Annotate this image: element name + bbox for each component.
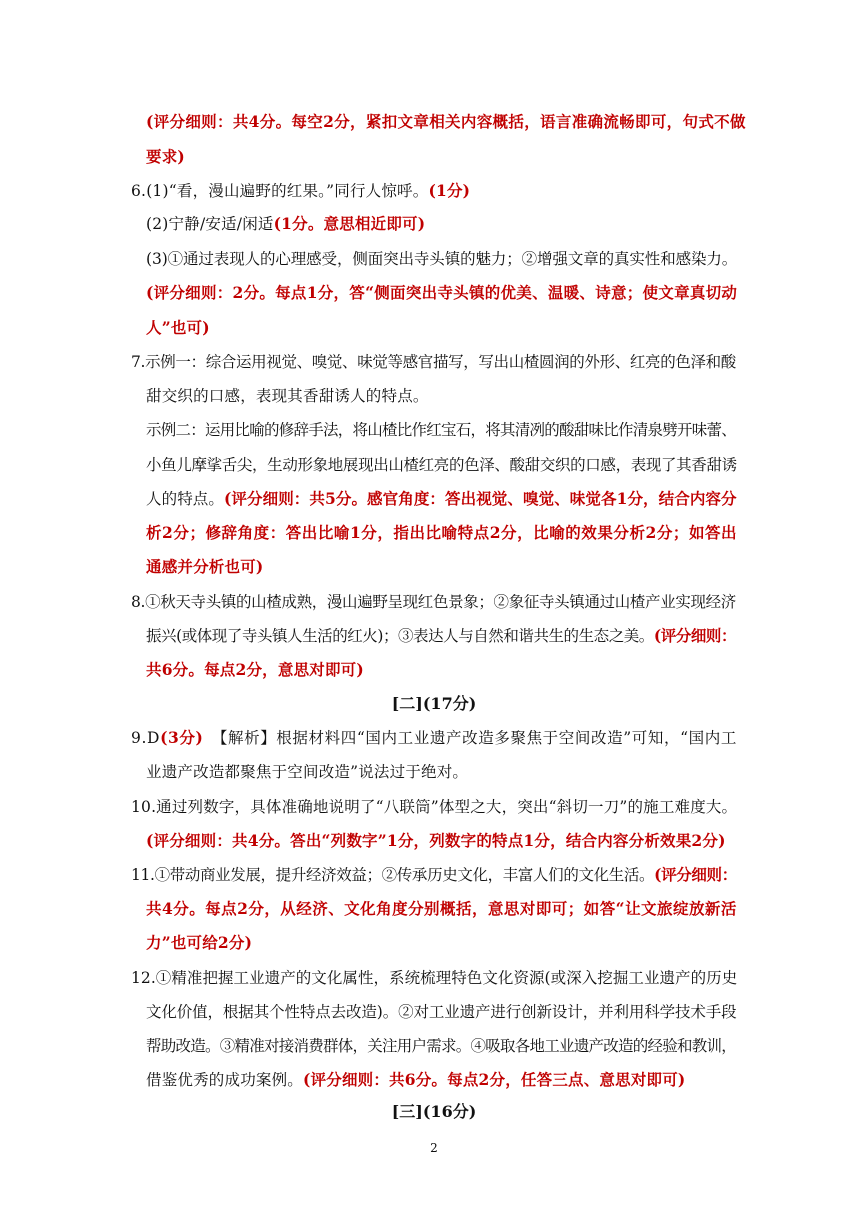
- section-heading: [二](17分): [391, 694, 477, 713]
- answer-text: 9.D: [131, 729, 161, 747]
- answer-line: [146, 933, 252, 953]
- answer-line: [131, 181, 470, 201]
- answer-text: 人的特点。: [146, 490, 224, 508]
- scoring-note: (评分细则：共5分。感官角度：答出视觉、嗅觉、味觉各1分，结合内容分: [223, 489, 737, 508]
- answer-line: [146, 420, 736, 440]
- scoring-note: (评分细则：共6分。每点2分，任答三点、意思对即可): [303, 1070, 686, 1089]
- answer-line: [131, 797, 737, 817]
- answer-line: [146, 386, 429, 406]
- answer-line: [146, 214, 425, 234]
- scoring-note: (评分细则：2分。每点1分，答“侧面突出寺头镇的优美、温暖、诗意；使文章真切动: [146, 283, 738, 302]
- answer-text: 文化价值，根据其个性特点去改造)。②对工业遗产进行创新设计，并利用科学技术手段: [146, 1003, 737, 1021]
- answer-line: [131, 592, 736, 612]
- answer-line: [131, 728, 737, 748]
- scoring-note: (评分细则：: [654, 865, 737, 884]
- answer-line: [146, 249, 737, 269]
- answer-line: [146, 489, 737, 509]
- scoring-note: (评分细则：: [653, 626, 736, 645]
- section-heading: [三](16分): [391, 1102, 477, 1121]
- scoring-note: 通感并分析也可): [146, 557, 264, 576]
- answer-line: [146, 626, 736, 646]
- answer-text: 小鱼儿摩挲舌尖，生动形象地展现出山楂红亮的色泽、酸甜交织的口感，表现了其香甜诱: [146, 456, 737, 474]
- scoring-note: (评分细则：共4分。每空2分，紧扣文章相关内容概括，语言准确流畅即可，句式不做: [146, 112, 746, 131]
- scoring-note: (1分。意思相近即可): [273, 214, 426, 233]
- page-number: 2: [430, 1141, 438, 1155]
- answer-line: [146, 660, 364, 680]
- scoring-note: (评分细则：共4分。答出“列数字”1分，列数字的特点1分，结合内容分析效果2分): [146, 831, 726, 850]
- scoring-note: 共6分。每点2分，意思对即可): [146, 660, 364, 679]
- answer-line: [131, 865, 737, 885]
- answer-text: 11.①带动商业发展，提升经济效益；②传承历史文化，丰富人们的文化生活。: [131, 866, 655, 884]
- scoring-note: 共4分。每点2分，从经济、文化角度分别概括，意思对即可；如答“让文旅绽放新活: [146, 899, 737, 918]
- answer-text: 6.(1)“看，漫山遍野的红果。”同行人惊呼。: [131, 182, 429, 200]
- answer-line: [146, 899, 737, 919]
- answer-text: (3)①通过表现人的心理感受，侧面突出寺头镇的魅力；②增强文章的真实性和感染力。: [146, 250, 738, 268]
- answer-text: 10.通过列数字，具体准确地说明了“八联筒”体型之大，突出“斜切一刀”的施工难度大。: [131, 798, 738, 816]
- answer-text: 帮助改造。③精准对接消费群体，关注用户需求。④吸取各地工业遗产改造的经验和教训，: [146, 1037, 737, 1055]
- answer-text: 8.①秋天寺头镇的山楂成熟，漫山遍野呈现红色景象；②象征寺头镇通过山楂产业实现经济: [131, 593, 736, 611]
- scoring-note: 力”也可给2分): [146, 933, 253, 952]
- answer-line: [146, 283, 737, 303]
- answer-line: [146, 147, 185, 167]
- answer-text: (2)宁静/安适/闲适: [146, 215, 274, 233]
- answer-line: [146, 762, 468, 782]
- answer-line: [146, 1002, 737, 1022]
- answer-line: [146, 455, 737, 475]
- answer-text: 甜交织的口感，表现其香甜诱人的特点。: [146, 387, 429, 405]
- scoring-note: (1分): [428, 181, 471, 200]
- answer-text: 借鉴优秀的成功案例。: [146, 1071, 304, 1089]
- answer-line: [146, 557, 263, 577]
- answer-line: [131, 352, 736, 372]
- answer-line: [146, 1036, 736, 1056]
- answer-line: [146, 523, 737, 543]
- scoring-note: 析2分；修辞角度：答出比喻1分，指出比喻特点2分，比喻的效果分析2分；如答出: [146, 523, 738, 542]
- scoring-note: 要求): [146, 147, 185, 166]
- answer-text: 7.示例一：综合运用视觉、嗅觉、味觉等感官描写，写出山楂圆润的外形、红亮的色泽和酸: [131, 353, 736, 371]
- answer-line: [146, 1070, 685, 1090]
- scoring-note: 人”也可): [146, 318, 210, 337]
- answer-line: [146, 112, 746, 132]
- answer-text: 【解析】根据材料四“国内工业遗产改造多聚焦于空间改造”可知，“国内工: [203, 729, 738, 747]
- answer-text: 振兴(或体现了寺头镇人生活的红火)；③表达人与自然和谐共生的生态之美。: [146, 627, 654, 645]
- answer-text: 12.①精准把握工业遗产的文化属性，系统梳理特色文化资源(或深入挖掘工业遗产的历史: [131, 969, 738, 987]
- answer-text: 业遗产改造都聚焦于空间改造”说法过于绝对。: [146, 763, 469, 781]
- answer-line: [146, 318, 210, 338]
- answer-line: [146, 831, 726, 851]
- answer-line: [131, 968, 737, 988]
- scoring-note: (3分): [160, 728, 204, 747]
- answer-text: 示例二：运用比喻的修辞手法，将山楂比作红宝石，将其清冽的酸甜味比作清泉劈开味蕾、: [146, 421, 737, 439]
